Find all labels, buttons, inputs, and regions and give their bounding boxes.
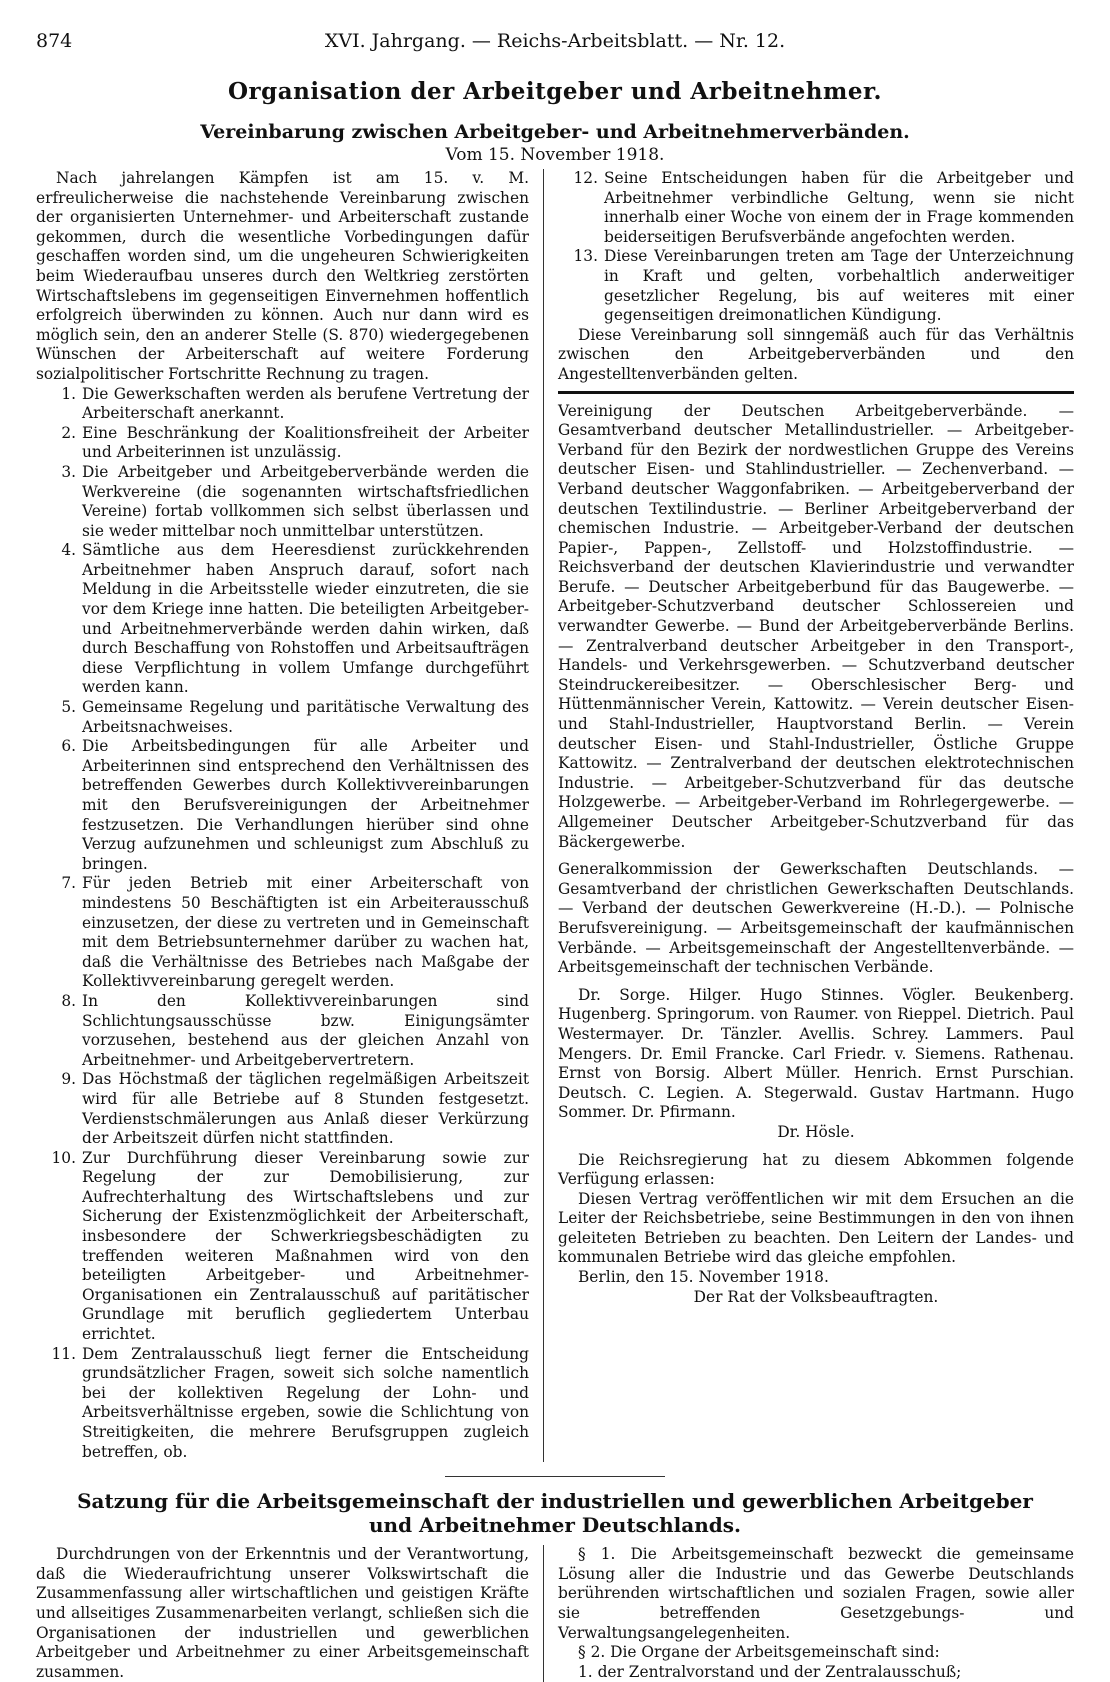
agreement-item-number: 7.: [61, 874, 76, 893]
agreement-items-left: [36, 385, 529, 1463]
agreement-item-number: 11.: [51, 1344, 76, 1363]
agreement-item: [36, 874, 529, 992]
agreement-date: Vom 15. November 1918.: [445, 145, 665, 165]
divider: [558, 391, 1074, 394]
agreement-item-number: 4.: [61, 541, 76, 560]
satzung-left-column: [36, 1545, 544, 1682]
section-divider: [445, 1476, 665, 1477]
right-column: [544, 169, 1074, 1462]
agreement-item-text: Sämtliche aus dem Heeresdienst zurückkehrenden Arbeitnehmer haben Anspruch darauf, sofort nach Meldung in die Arbeitsstelle wieder einzutreten, die sie vor dem Kriege inne hatten. Die beteiligten Arbeitgeber- und Arbeitnehmerverbände werden dahin wirken, daß durch Beschaffung von Rohstoffen und Arbeitsaufträgen diese Verpflichtung in vollem Umfange durchgeführt werden kann.: [82, 541, 529, 697]
agreement-intro: Nach jahrelangen Kämpfen ist am 15. v. M. erfreulicherweise die nachstehende Vereinbarung zwischen der organisierten Unternehmer- und Arbeiterschaft zustande gekommen, durch die wesentliche Vorbedingungen dafür geschaffen worden sind, um die ungeheuren Schwierigkeiten beim Wiederaufbau unseres durch den Weltkrieg zerstörten Wirtschaftslebens im gegenseitigen Einvernehmen hoffentlich erfolgreich überwinden zu können. Auch nur dann wird es möglich sein, den an anderer Stelle (S. 870) wiedergegebenen Wünschen der Arbeiterschaft auf weitere Forderung sozialpolitischer Fortschritte Rechnung zu tragen.: [36, 169, 529, 383]
decree-place-date: Berlin, den 15. November 1918.: [578, 1268, 829, 1287]
agreement-item-number: 8.: [61, 991, 76, 1010]
agreement-item-text: Die Arbeitgeber und Arbeitgeberverbände werden die Werkvereine (die sogenannten wirtschaftsfriedlichen Vereine) fortab vollkommen sich selbst überlassen und sie weder mittelbar noch unmittelbar unterstützen.: [82, 462, 529, 540]
agreement-item-text: Diese Vereinbarungen treten am Tage der Unterzeichnung in Kraft und gelten, vorbehaltlich anderweitiger gesetzlicher Regelung, bis auf weiteres mit einer gegenseitigen dreimonatlichen Kündigung.: [604, 247, 1074, 325]
agreement-item-number: 13.: [573, 247, 598, 266]
agreement-item-number: 12.: [573, 169, 598, 187]
satzung-para-2: § 2. Die Organe der Arbeitsgemeinschaft sind:: [578, 1643, 940, 1662]
satzung-right-column: [544, 1545, 1074, 1682]
signatories: Dr. Sorge. Hilger. Hugo Stinnes. Vögler. Beukenberg. Hugenberg. Springorum. von Raumer. von Rieppel. Dietrich. Paul Westermayer. Dr. Tänzler. Avellis. Schrey. Lammers. Paul Mengers. Dr. Emil Francke. Carl Friedr. v. Siemens. Rathenau. Ernst von Borsig. Albert Müller. Henrich. Ernst Purschian. Deutsch. C. Legien. A. Stegerwald. Gustav Hartmann. Hugo Sommer. Dr. Pfirmann.: [558, 985, 1074, 1122]
agreement-item: [36, 424, 529, 463]
agreement-item-text: In den Kollektivvereinbarungen sind Schlichtungsausschüsse bzw. Einigungsämter vorzusehen, bestehend aus der gleichen Anzahl von Arbeitnehmer- und Arbeitgebervertretern.: [82, 991, 529, 1069]
agreement-item-number: 10.: [51, 1148, 76, 1167]
decree-text: Diesen Vertrag veröffentlichen wir mit dem Ersuchen an die Leiter der Reichsbetriebe, seine Bestimmungen in den von ihnen geleiteten Betrieben zu beachten. Den Leitern der Landes- und kommunalen Betriebe wird das gleiche empfohlen.: [558, 1189, 1074, 1267]
agreement-item: [36, 385, 529, 424]
agreement-title: Vereinbarung zwischen Arbeitgeber- und Arbeitnehmerverbänden.: [200, 121, 910, 143]
satzung-para-1: § 1. Die Arbeitsgemeinschaft bezweckt die gemeinsame Lösung aller die Industrie und das Gewerbe Deutschlands berührenden wirtschaftlichen und sozialen Fragen, sowie aller sie betreffenden Gesetzgebungs- und Verwaltungsangelegenheiten.: [558, 1545, 1074, 1642]
agreement-item: [36, 698, 529, 737]
agreement-item-number: 5.: [61, 698, 76, 717]
agreement-item-text: Gemeinsame Regelung und paritätische Verwaltung des Arbeitsnachweises.: [82, 698, 529, 736]
left-column: [36, 169, 544, 1462]
agreement-item: [558, 169, 1074, 247]
worker-organisations: Generalkommission der Gewerkschaften Deutschlands. — Gesamtverband der christlichen Gewerkschaften Deutschlands. — Verband der deutschen Gewerkvereine (H.-D.). — Polnische Berufsvereinigung. — Arbeitsgemeinschaft der kaufmännischen Verbände. — Arbeitsgemeinschaft der Angestelltenverbände. — Arbeitsgemeinschaft der technischen Verbände.: [558, 860, 1074, 977]
agreement-item-number: 1.: [61, 384, 76, 403]
agreement-item-text: Seine Entscheidungen haben für die Arbeitgeber und Arbeitnehmer verbindliche Geltung, wenn sie nicht innerhalb einer Woche von einem der in Frage kommenden beiderseitigen Berufsverbände angefochten werden.: [604, 169, 1074, 246]
agreement-item-text: Eine Beschränkung der Koalitionsfreiheit der Arbeiter und Arbeiterinnen ist unzulässig.: [82, 423, 529, 462]
agreement-columns: [36, 169, 1074, 1462]
decree-signature: Der Rat der Volksbeauftragten.: [693, 1287, 939, 1306]
agreement-item-text: Die Gewerkschaften werden als berufene Vertretung der Arbeiterschaft anerkannt.: [82, 384, 529, 423]
agreement-closing: Diese Vereinbarung soll sinngemäß auch für das Verhältnis zwischen den Arbeitgeberverbänden und den Angestelltenverbänden gelten.: [558, 325, 1074, 383]
agreement-item-number: 2.: [61, 423, 76, 442]
employer-organisations: Vereinigung der Deutschen Arbeitgeberverbände. — Gesamtverband deutscher Metallindustrieller. — Arbeitgeber-Verband für den Bezirk der nordwestlichen Gruppe des Vereins deutscher Eisen- und Stahlindustrieller. — Zechenverband. — Verband deutscher Waggonfabriken. — Arbeitgeberverband der deutschen Textilindustrie. — Berliner Arbeitgeberverband der chemischen Industrie. — Arbeitgeber-Verband der deutschen Papier-, Pappen-, Zellstoff- und Holzstoffindustrie. — Reichsverband der deutschen Klavierindustrie und verwandter Berufe. — Deutscher Arbeitgeberbund für das Baugewerbe. — Arbeitgeber-Schutzverband deutscher Schlossereien und verwandter Gewerbe. — Bund der Arbeitgeberverbände Berlins. — Zentralverband deutscher Arbeitgeber in den Transport-, Handels- und Verkehrsgewerben. — Schutzverband deutscher Steindruckereibesitzer. — Oberschlesischer Berg- und Hüttenmännischer Verein, Kattowitz. — Verein deutscher Eisen- und Stahl-Industrieller, Hauptvorstand Berlin. — Verein deutscher Eisen- und Stahl-Industrieller, Östliche Gruppe Kattowitz. — Zentralverband der deutschen elektrotechnischen Industrie. — Arbeitgeber-Schutzverband für das deutsche Holzgewerbe. — Arbeitgeber-Verband im Rohrlegergewerbe. — Allgemeiner Deutscher Arbeitgeber-Schutzverband für das Bäckergewerbe.: [558, 401, 1074, 851]
agreement-item-text: Dem Zentralausschuß liegt ferner die Entscheidung grundsätzlicher Fragen, soweit sich solche namentlich bei der kollektiven Regelung der Lohn- und Arbeitsverhältnisse ergeben, sowie die Schlichtung von Streitigkeiten, die mehrere Berufsgruppen zugleich betreffen, ob.: [82, 1344, 529, 1461]
agreement-item-text: Für jeden Betrieb mit einer Arbeiterschaft von mindestens 50 Beschäftigten ist ein Arbeiterausschuß einzusetzen, der diese zu vertreten und in Gemeinschaft mit dem Betriebsunternehmer darüber zu wachen hat, daß die Verhältnisse des Betriebes nach Maßgabe der Kollektivvereinbarung geregelt werden.: [82, 874, 529, 991]
agreement-item: [36, 1070, 529, 1148]
agreement-items-right: [558, 169, 1074, 326]
satzung-columns: [36, 1545, 1074, 1682]
satzung-preamble: Durchdrungen von der Erkenntnis und der Verantwortung, daß die Wiederaufrichtung unserer Volkswirtschaft die Zusammenfassung aller wirtschaftlichen und geistigen Kräfte und allseitiges Zusammenarbeiten verlangt, schließen sich die Organisationen der industriellen und gewerblichen Arbeitgeber und Arbeitnehmer zu einer Arbeitsgemeinschaft zusammen.: [36, 1545, 529, 1681]
signatory-last: Dr. Hösle.: [777, 1122, 855, 1141]
decree-intro: Die Reichsregierung hat zu diesem Abkommen folgende Verfügung erlassen:: [558, 1150, 1074, 1189]
agreement-item-text: Zur Durchführung dieser Vereinbarung sowie zur Regelung der zur Demobilisierung, zur Aufrechterhaltung des Wirtschaftslebens und zur Sicherung der Existenzmöglichkeit der Arbeiterschaft, insbesondere der Schwerkriegsbeschädigten zu treffenden weiteren Maßnahmen wird von den beteiligten Arbeitgeber- und Arbeitnehmer-Organisationen ein Zentralausschuß auf paritätischer Grundlage mit beruflich gegliedertem Unterbau errichtet.: [82, 1148, 529, 1344]
agreement-item: [36, 1345, 529, 1463]
agreement-item: [558, 247, 1074, 325]
agreement-item-number: 3.: [61, 462, 76, 481]
agreement-item-text: Das Höchstmaß der täglichen regelmäßigen Arbeitszeit wird für alle Betriebe auf 8 Stunden festgesetzt. Verdienstschmälerungen aus Anlaß dieser Verkürzung der Arbeitszeit dürfen nicht stattfinden.: [82, 1070, 529, 1148]
running-title: XVI. Jahrgang. — Reichs-Arbeitsblatt. — Nr. 12.: [324, 30, 786, 52]
page-number: 874: [36, 30, 73, 52]
agreement-item: [36, 992, 529, 1070]
agreement-item-number: 6.: [61, 737, 76, 756]
satzung-para-2-item-1: 1. der Zentralvorstand und der Zentralausschuß;: [578, 1662, 962, 1681]
agreement-item: [36, 1149, 529, 1345]
section-title: Organisation der Arbeitgeber und Arbeitnehmer.: [228, 78, 882, 105]
agreement-item-number: 9.: [61, 1070, 76, 1089]
agreement-item: [36, 737, 529, 874]
running-header: [36, 30, 1074, 56]
agreement-item-text: Die Arbeitsbedingungen für alle Arbeiter und Arbeiterinnen sind entsprechend den Verhältnissen des betreffenden Gewerbes durch Kollektivvereinbarungen mit den Berufsvereinigungen der Arbeitnehmer festzusetzen. Die Verhandlungen hierüber sind ohne Verzug aufzunehmen und schleunigst zum Abschluß zu bringen.: [82, 737, 529, 873]
agreement-item: [36, 541, 529, 698]
agreement-item: [36, 463, 529, 541]
satzung-title: Satzung für die Arbeitsgemeinschaft der industriellen und gewerblichen Arbeitgeber und Arbeitnehmer Deutschlands.: [77, 1489, 1033, 1538]
